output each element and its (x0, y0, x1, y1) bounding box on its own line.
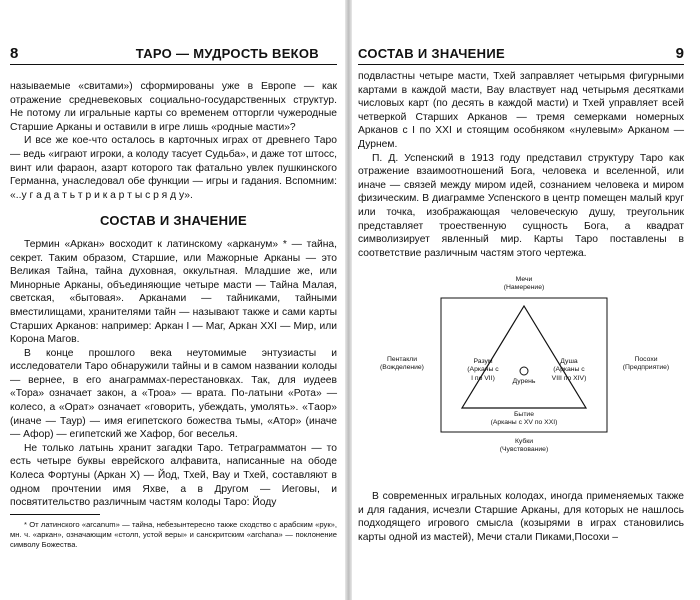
left-running-head (10, 44, 337, 65)
label-swords-sub: (Намерение) (503, 284, 545, 292)
label-cups-title: Кубки (514, 438, 534, 445)
label-cups (484, 438, 564, 455)
label-soul-line2: (Арканы с (553, 366, 585, 374)
left-paragraph-2: И все же кое-что осталось в карточных играх от древнего Таро — ведь «играют игроки, а колоду тасует Судьба», и даже тот штосс, винт или фараон, азарт которого так фатально увлек пушкинского Германна, унаследовал обе функции — игры и гадания. Вспомним: «..у г а д а т ь т р и к а р т ы с р я д у». (10, 135, 337, 201)
label-pentacles-sub: (Вожделение) (380, 364, 424, 372)
left-page (0, 0, 345, 600)
right-page (352, 0, 697, 600)
diagram-center-circle (520, 367, 528, 375)
footnote: * От латинского «arcanum» — тайна, небезынтересно также сходство с арабским «рук», мн. ч. «аркан», означающим «столп, устой веры» и санскритским «archana» — поклонение символу Божества. (10, 520, 337, 549)
label-being-title: Бытие (513, 411, 535, 418)
label-mind (458, 358, 508, 383)
label-wands-title: Посохи (634, 356, 658, 363)
label-soul-title: Душа (560, 358, 578, 365)
footnote-rule (10, 514, 100, 515)
section-heading: СОСТАВ И ЗНАЧЕНИЕ (100, 213, 247, 229)
right-page-number: 9 (675, 45, 684, 62)
book-gutter (345, 0, 352, 600)
right-body-text-bottom (358, 490, 684, 544)
right-paragraph-1: подвластны четыре масти, Тхей заправляет четырьмя фигурными картами в каждой масти, Вау властвует над четырьмя десятками числовых карт (по десять в каждой масти) и Тхей управляет всей четверкой Старших Арканов — тремя семерками номерных Арканов с I по XXI и стоящим особняком «нулевым» Арканом — Дурнем. (358, 71, 684, 150)
left-page-number: 8 (10, 45, 19, 62)
label-mind-line3: I по VII) (471, 374, 495, 382)
label-mind-line2: (Арканы с (467, 366, 499, 374)
right-paragraph-3: В современных игральных колодах, иногда применяемых также и для гадания, исчезли Старшие Арканы, для которых не нашлось подходящего игрового смысла (козырями в играх становились карты одной из мастей), Мечи стали Пиками,Посохи – (358, 491, 684, 543)
label-fool: Дурень (512, 378, 536, 385)
ouspensky-diagram (366, 268, 684, 480)
label-pentacles (366, 356, 438, 373)
right-paragraph-2: П. Д. Успенский в 1913 году представил структуру Таро как отражение взаимоотношений Бога, человека и вселенной, или иначе — связей между миром идей, сознанием человека и миром физическим. В диаграмме Успенского в центр помещен малый круг или точка, изображающая человеческую душу, треугольник представляет троественную сущность Бога, а квадрат символизирует явленный мир. Карты Таро поставлены в соответствие различным частям этого чертежа. (358, 152, 684, 259)
diagram-triangle (462, 306, 586, 408)
label-mind-title: Разум (473, 358, 493, 365)
label-pentacles-title: Пентакли (386, 356, 418, 363)
label-cups-sub: (Чувствование) (499, 446, 549, 454)
left-paragraph-1: называемые «свитами») сформированы уже в Европе — как отражение средневековых социально-государственных структур. Не потому ли игральные карты со временем отторгли чужеродные Старшие Арканы и оставили в игре лишь «родные масти»? (10, 81, 337, 133)
left-paragraph-5: Не только латынь хранит загадки Таро. Тетраграмматон — то есть четыре буквы еврейского алфавита, написанные на ободе Колеса Фортуны (Аркан X) — Йод, Тхей, Вау и Тхей, составляют в одном прочтении имя Яхве, а в Другом — Иеговы, и посвятительство различным частям колоды Таро: Йоду (10, 442, 337, 509)
label-wands (610, 356, 682, 373)
label-being-sub: (Арканы с XV по XXI) (490, 419, 558, 427)
label-swords-title: Мечи (515, 276, 533, 283)
right-body-text (358, 70, 684, 260)
left-paragraph-4: В конце прошлого века неутомимые энтузиасты и исследователи Таро обнаружили тайны и в самом названии колоды — вернее, в его анаграммах-перестановках. Так, для иудеев «Тора» означает закон, а «Троа» — врата. По-латыни «Рота» — колесо, а «Орат» означает «говорить, убеждать, умолять». «Тaop» (иначе — Таур) — имя египетского божества тьмы, «Атор» (иначе — Афор) — египетский же Хафор, бог веселья. (10, 347, 337, 441)
right-running-head (358, 44, 684, 65)
label-wands-sub: (Предприятие) (622, 364, 670, 372)
left-running-title: ТАРО — МУДРОСТЬ ВЕКОВ (135, 46, 319, 61)
right-running-title: СОСТАВ И ЗНАЧЕНИЕ (358, 46, 505, 61)
left-body-text (10, 80, 337, 510)
left-paragraph-3: Термин «Аркан» восходит к латинскому «арканум» * — тайна, секрет. Таким образом, Старшие, или Мажорные Арканы — это Великая Тайна, тайна духовная, оккультная. Младшие же, или Минорные Арканы, объединяющие четыре масти — Тайна Малая, светская, «бытовая». Арканами — тайниками, тайными вместилищами, хранителями тайн — называют также и сами карты Старших Арканов: например: Аркан I — Маг, Аркан XXI — Мир, или Корона Магов. (10, 238, 337, 346)
label-swords (494, 276, 554, 293)
label-being (479, 411, 569, 428)
label-soul (542, 358, 596, 383)
label-soul-line3: VIII по XIV) (551, 374, 587, 382)
